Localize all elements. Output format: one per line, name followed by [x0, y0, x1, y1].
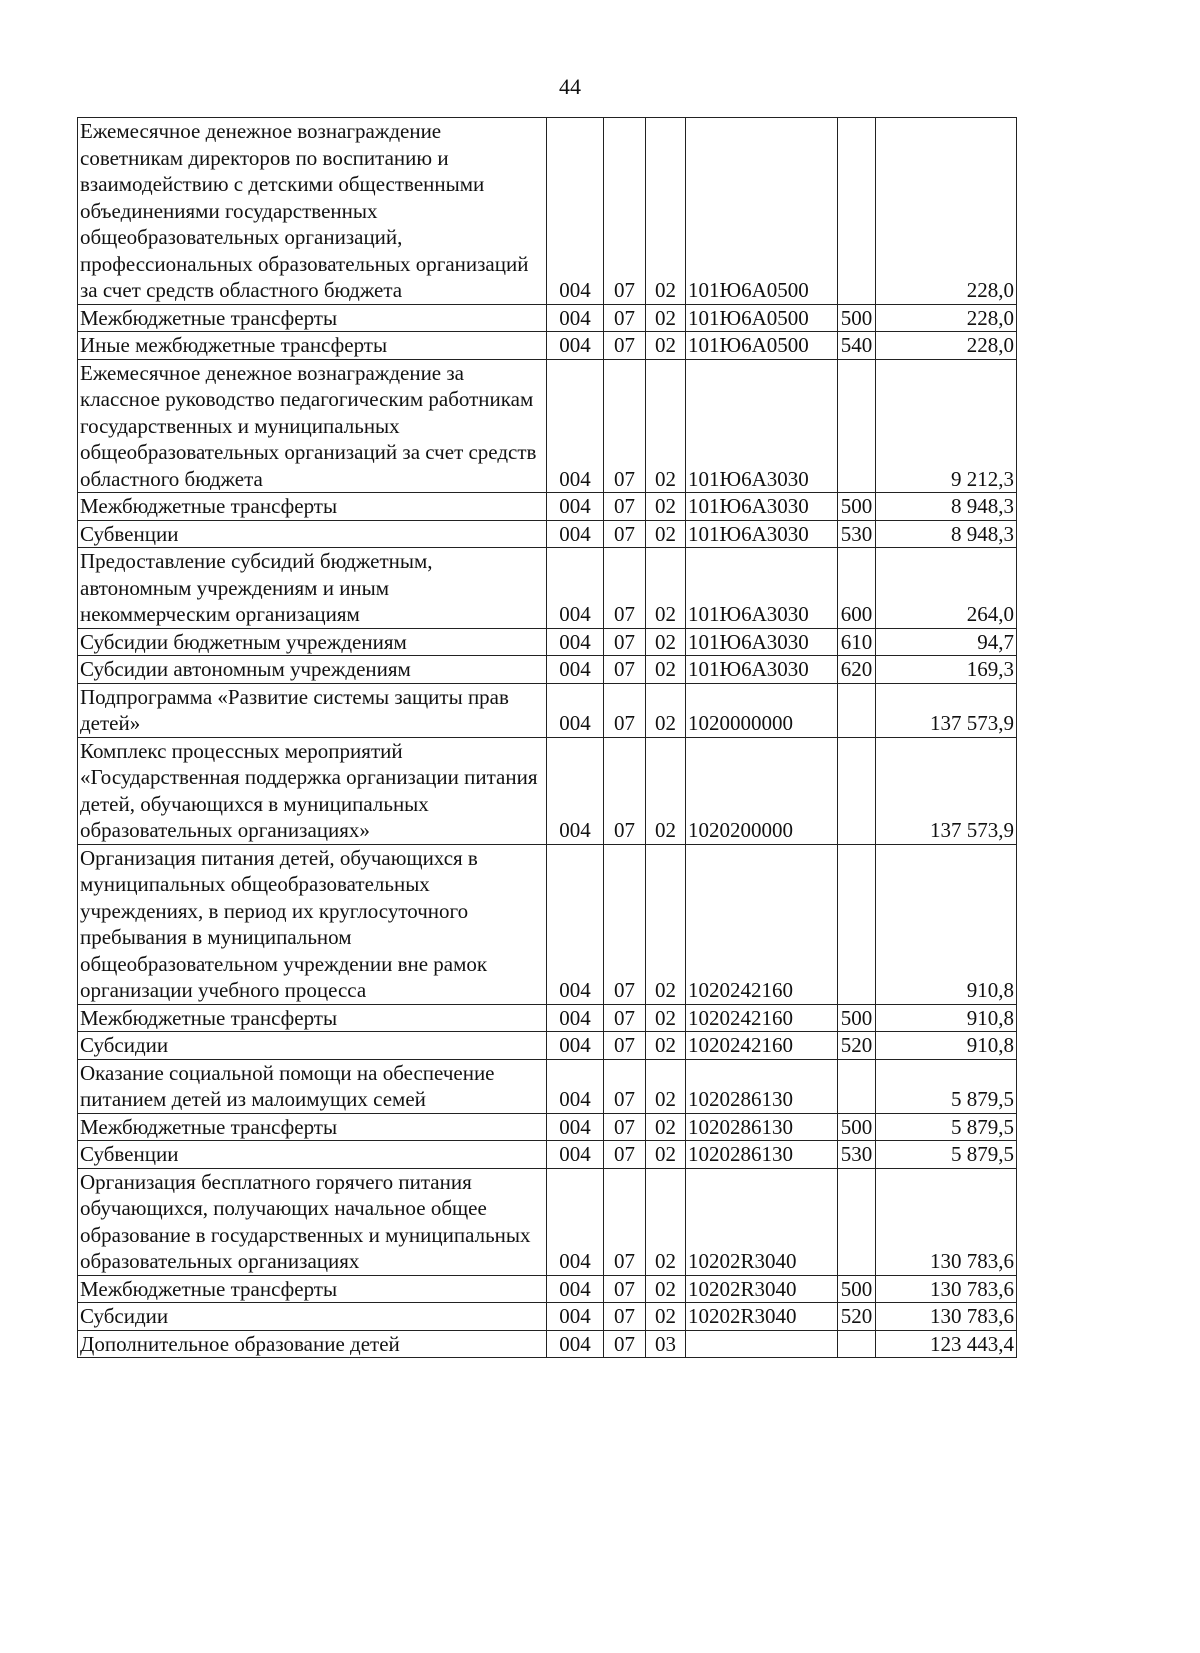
target-article-code — [686, 1330, 838, 1358]
ved-code: 004 — [547, 1141, 604, 1169]
section-code: 07 — [604, 1330, 646, 1358]
subsection-code: 02 — [646, 1059, 686, 1113]
section-code: 07 — [604, 737, 646, 844]
subsection-code: 02 — [646, 548, 686, 629]
ved-code: 004 — [547, 520, 604, 548]
target-article-code: 101Ю6А0500 — [686, 332, 838, 360]
target-article-code: 1020242160 — [686, 1004, 838, 1032]
expense-type-code: 540 — [838, 332, 876, 360]
expense-type-code: 530 — [838, 520, 876, 548]
ved-code: 004 — [547, 1059, 604, 1113]
ved-code: 004 — [547, 359, 604, 493]
row-name: Межбюджетные трансферты — [78, 1004, 547, 1032]
ved-code: 004 — [547, 304, 604, 332]
target-article-code: 1020000000 — [686, 683, 838, 737]
amount: 94,7 — [876, 628, 1017, 656]
amount: 8 948,3 — [876, 493, 1017, 521]
ved-code: 004 — [547, 737, 604, 844]
expense-type-code — [838, 118, 876, 305]
row-name: Межбюджетные трансферты — [78, 304, 547, 332]
expense-type-code: 530 — [838, 1141, 876, 1169]
table-row — [78, 737, 1017, 844]
subsection-code: 02 — [646, 737, 686, 844]
subsection-code: 02 — [646, 118, 686, 305]
subsection-code: 02 — [646, 304, 686, 332]
subsection-code: 02 — [646, 628, 686, 656]
row-name: Межбюджетные трансферты — [78, 1275, 547, 1303]
ved-code: 004 — [547, 548, 604, 629]
row-name: Субвенции — [78, 1141, 547, 1169]
target-article-code: 10202R3040 — [686, 1275, 838, 1303]
amount: 130 783,6 — [876, 1168, 1017, 1275]
section-code: 07 — [604, 1303, 646, 1331]
table-row — [78, 683, 1017, 737]
section-code: 07 — [604, 1141, 646, 1169]
subsection-code: 02 — [646, 1113, 686, 1141]
expense-type-code — [838, 683, 876, 737]
section-code: 07 — [604, 1004, 646, 1032]
ved-code: 004 — [547, 1330, 604, 1358]
expense-type-code: 500 — [838, 304, 876, 332]
table-row — [78, 118, 1017, 305]
target-article-code: 101Ю6А0500 — [686, 118, 838, 305]
section-code: 07 — [604, 656, 646, 684]
table-row — [78, 1330, 1017, 1358]
section-code: 07 — [604, 1275, 646, 1303]
row-name: Организация питания детей, обучающихся в муниципальных общеобразовательных учреждениях, в период их круглосуточного пребывания в муниципальном общеобразовательном учреждении вне рамок организации учебного процесса — [78, 844, 547, 1004]
ved-code: 004 — [547, 332, 604, 360]
expense-type-code — [838, 737, 876, 844]
amount: 137 573,9 — [876, 683, 1017, 737]
amount: 228,0 — [876, 304, 1017, 332]
expense-type-code — [838, 1330, 876, 1358]
row-name: Иные межбюджетные трансферты — [78, 332, 547, 360]
row-name: Подпрограмма «Развитие системы защиты прав детей» — [78, 683, 547, 737]
section-code: 07 — [604, 1113, 646, 1141]
target-article-code: 101Ю6А3030 — [686, 656, 838, 684]
table-row — [78, 1032, 1017, 1060]
subsection-code: 02 — [646, 844, 686, 1004]
row-name: Ежемесячное денежное вознаграждение советникам директоров по воспитанию и взаимодействию с детскими общественными объединениями государственных общеобразовательных организаций, профессиональных образовательных организаций за счет средств областного бюджета — [78, 118, 547, 305]
row-name: Субсидии автономным учреждениям — [78, 656, 547, 684]
subsection-code: 03 — [646, 1330, 686, 1358]
target-article-code: 101Ю6А0500 — [686, 304, 838, 332]
row-name: Ежемесячное денежное вознаграждение за классное руководство педагогическим работникам государственных и муниципальных общеобразовательных организаций за счет средств областного бюджета — [78, 359, 547, 493]
subsection-code: 02 — [646, 1303, 686, 1331]
table-row — [78, 1141, 1017, 1169]
expense-type-code: 520 — [838, 1032, 876, 1060]
row-name: Комплекс процессных мероприятий «Государственная поддержка организации питания детей, обучающихся в муниципальных образовательных организациях» — [78, 737, 547, 844]
section-code: 07 — [604, 520, 646, 548]
section-code: 07 — [604, 548, 646, 629]
target-article-code: 101Ю6А3030 — [686, 359, 838, 493]
ved-code: 004 — [547, 844, 604, 1004]
subsection-code: 02 — [646, 656, 686, 684]
ved-code: 004 — [547, 1004, 604, 1032]
amount: 910,8 — [876, 844, 1017, 1004]
table-row — [78, 1059, 1017, 1113]
ved-code: 004 — [547, 628, 604, 656]
row-name: Межбюджетные трансферты — [78, 493, 547, 521]
table-row — [78, 1275, 1017, 1303]
amount: 228,0 — [876, 332, 1017, 360]
expense-type-code — [838, 1059, 876, 1113]
subsection-code: 02 — [646, 359, 686, 493]
row-name: Дополнительное образование детей — [78, 1330, 547, 1358]
budget-table-body — [78, 118, 1017, 1358]
ved-code: 004 — [547, 1113, 604, 1141]
subsection-code: 02 — [646, 1141, 686, 1169]
amount: 228,0 — [876, 118, 1017, 305]
expense-type-code: 500 — [838, 493, 876, 521]
ved-code: 004 — [547, 1168, 604, 1275]
expense-type-code: 610 — [838, 628, 876, 656]
section-code: 07 — [604, 1032, 646, 1060]
amount: 5 879,5 — [876, 1113, 1017, 1141]
target-article-code: 1020242160 — [686, 1032, 838, 1060]
budget-table — [77, 117, 1017, 1358]
table-row — [78, 1168, 1017, 1275]
page-number: 44 — [559, 74, 581, 99]
table-row — [78, 520, 1017, 548]
target-article-code: 1020286130 — [686, 1113, 838, 1141]
expense-type-code: 500 — [838, 1275, 876, 1303]
table-row — [78, 1303, 1017, 1331]
expense-type-code — [838, 1168, 876, 1275]
target-article-code: 101Ю6А3030 — [686, 520, 838, 548]
amount: 130 783,6 — [876, 1275, 1017, 1303]
target-article-code: 1020286130 — [686, 1141, 838, 1169]
amount: 264,0 — [876, 548, 1017, 629]
ved-code: 004 — [547, 656, 604, 684]
table-row — [78, 332, 1017, 360]
section-code: 07 — [604, 683, 646, 737]
section-code: 07 — [604, 1059, 646, 1113]
row-name: Субсидии бюджетным учреждениям — [78, 628, 547, 656]
subsection-code: 02 — [646, 493, 686, 521]
row-name: Субсидии — [78, 1032, 547, 1060]
row-name: Предоставление субсидий бюджетным, автономным учреждениям и иным некоммерческим организациям — [78, 548, 547, 629]
target-article-code: 10202R3040 — [686, 1168, 838, 1275]
table-row — [78, 304, 1017, 332]
section-code: 07 — [604, 359, 646, 493]
target-article-code: 101Ю6А3030 — [686, 493, 838, 521]
subsection-code: 02 — [646, 1168, 686, 1275]
expense-type-code: 620 — [838, 656, 876, 684]
row-name: Организация бесплатного горячего питания обучающихся, получающих начальное общее образование в государственных и муниципальных образовательных организациях — [78, 1168, 547, 1275]
table-row — [78, 548, 1017, 629]
target-article-code: 101Ю6А3030 — [686, 628, 838, 656]
section-code: 07 — [604, 844, 646, 1004]
expense-type-code: 600 — [838, 548, 876, 629]
amount: 123 443,4 — [876, 1330, 1017, 1358]
table-row — [78, 656, 1017, 684]
table-row — [78, 1113, 1017, 1141]
row-name: Оказание социальной помощи на обеспечение питанием детей из малоимущих семей — [78, 1059, 547, 1113]
expense-type-code: 520 — [838, 1303, 876, 1331]
target-article-code: 101Ю6А3030 — [686, 548, 838, 629]
amount: 5 879,5 — [876, 1059, 1017, 1113]
amount: 130 783,6 — [876, 1303, 1017, 1331]
amount: 8 948,3 — [876, 520, 1017, 548]
expense-type-code — [838, 844, 876, 1004]
table-row — [78, 493, 1017, 521]
table-row — [78, 1004, 1017, 1032]
amount: 5 879,5 — [876, 1141, 1017, 1169]
subsection-code: 02 — [646, 332, 686, 360]
section-code: 07 — [604, 118, 646, 305]
subsection-code: 02 — [646, 1275, 686, 1303]
expense-type-code: 500 — [838, 1004, 876, 1032]
section-code: 07 — [604, 332, 646, 360]
amount: 910,8 — [876, 1032, 1017, 1060]
row-name: Субвенции — [78, 520, 547, 548]
amount: 9 212,3 — [876, 359, 1017, 493]
ved-code: 004 — [547, 1032, 604, 1060]
amount: 910,8 — [876, 1004, 1017, 1032]
target-article-code: 1020286130 — [686, 1059, 838, 1113]
ved-code: 004 — [547, 1303, 604, 1331]
row-name: Межбюджетные трансферты — [78, 1113, 547, 1141]
ved-code: 004 — [547, 118, 604, 305]
section-code: 07 — [604, 628, 646, 656]
section-code: 07 — [604, 1168, 646, 1275]
table-row — [78, 628, 1017, 656]
expense-type-code: 500 — [838, 1113, 876, 1141]
ved-code: 004 — [547, 683, 604, 737]
subsection-code: 02 — [646, 1004, 686, 1032]
table-row — [78, 844, 1017, 1004]
target-article-code: 1020242160 — [686, 844, 838, 1004]
subsection-code: 02 — [646, 520, 686, 548]
section-code: 07 — [604, 304, 646, 332]
target-article-code: 10202R3040 — [686, 1303, 838, 1331]
subsection-code: 02 — [646, 1032, 686, 1060]
target-article-code: 1020200000 — [686, 737, 838, 844]
subsection-code: 02 — [646, 683, 686, 737]
ved-code: 004 — [547, 493, 604, 521]
row-name: Субсидии — [78, 1303, 547, 1331]
ved-code: 004 — [547, 1275, 604, 1303]
section-code: 07 — [604, 493, 646, 521]
amount: 137 573,9 — [876, 737, 1017, 844]
table-row — [78, 359, 1017, 493]
expense-type-code — [838, 359, 876, 493]
amount: 169,3 — [876, 656, 1017, 684]
